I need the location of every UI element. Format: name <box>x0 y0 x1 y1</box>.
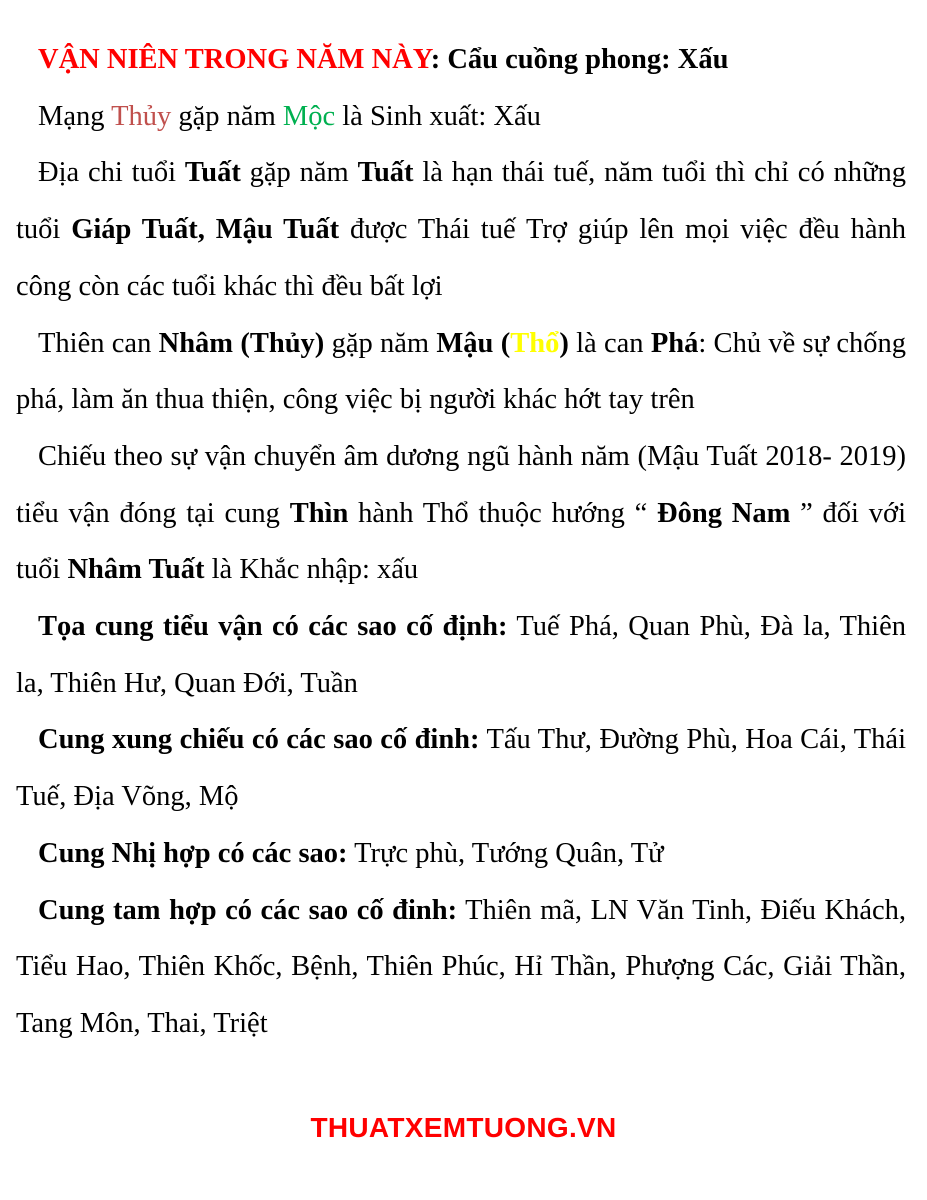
van-nien-result: : Cẩu cuồng phong: Xấu <box>430 44 729 75</box>
paragraph-tieu-van: Chiếu theo sự vận chuyển âm dương ngũ hành năm (Mậu Tuất 2018- 2019) tiểu vận đóng tại cung Thìn hành Thổ thuộc hướng “ Đông Nam ” đối với tuổi Nhâm Tuất là Khắc nhập: xấu <box>16 440 906 586</box>
site-watermark: THUATXEMTUONG.VN <box>310 1112 617 1143</box>
document-body <box>16 32 906 1053</box>
paragraph-dia-chi: Địa chi tuổi Tuất gặp năm Tuất là hạn thái tuế, năm tuổi thì chỉ có những tuổi Giáp Tuất, Mậu Tuất được Thái tuế Trợ giúp lên mọi việc đều hành công còn các tuổi khác thì đều bất lợi <box>16 157 906 302</box>
van-nien-heading: VẬN NIÊN TRONG NĂM NÀY <box>38 44 431 75</box>
paragraph-cung-tam-hop: Cung tam hợp có các sao cố đinh: Thiên mã, LN Văn Tinh, Điếu Khách, Tiểu Hao, Thiên Khốc, Bệnh, Thiên Phúc, Hỉ Thần, Phượng Các, Giải Thần, Tang Môn, Thai, Triệt <box>16 894 906 1039</box>
paragraph-cung-xung-chieu: Cung xung chiếu có các sao cố đinh: Tấu Thư, Đường Phù, Hoa Cái, Thái Tuế, Địa Võng, Mộ <box>16 724 906 813</box>
element-thuy: Thủy <box>111 100 172 132</box>
paragraph-van-nien <box>16 32 906 89</box>
toa-cung-label: Tọa cung tiểu vận có các sao cố định: <box>38 611 508 643</box>
element-tho: Thổ <box>510 327 560 359</box>
cung-xung-chieu-label: Cung xung chiếu có các sao cố đinh: <box>38 724 480 756</box>
paragraph-toa-cung: Tọa cung tiểu vận có các sao cố định: Tuế Phá, Quan Phù, Đà la, Thiên la, Thiên Hư, Quan Đới, Tuần <box>16 611 906 699</box>
paragraph-thien-can: Thiên can Nhâm (Thủy) gặp năm Mậu (Thổ) là can Phá: Chủ về sự chống phá, làm ăn thua thiện, công việc bị người khác hớt tay trên <box>16 327 907 416</box>
paragraph-cung-nhi-hop: Cung Nhị hợp có các sao: Trực phù, Tướng Quân, Tử <box>38 837 664 869</box>
cung-nhi-hop-label: Cung Nhị hợp có các sao: <box>38 837 348 869</box>
cung-tam-hop-label: Cung tam hợp có các sao cố đinh: <box>38 894 458 926</box>
paragraph-mang: Mạng Thủy gặp năm Mộc là Sinh xuất: Xấu <box>38 100 541 132</box>
element-moc: Mộc <box>282 100 336 132</box>
